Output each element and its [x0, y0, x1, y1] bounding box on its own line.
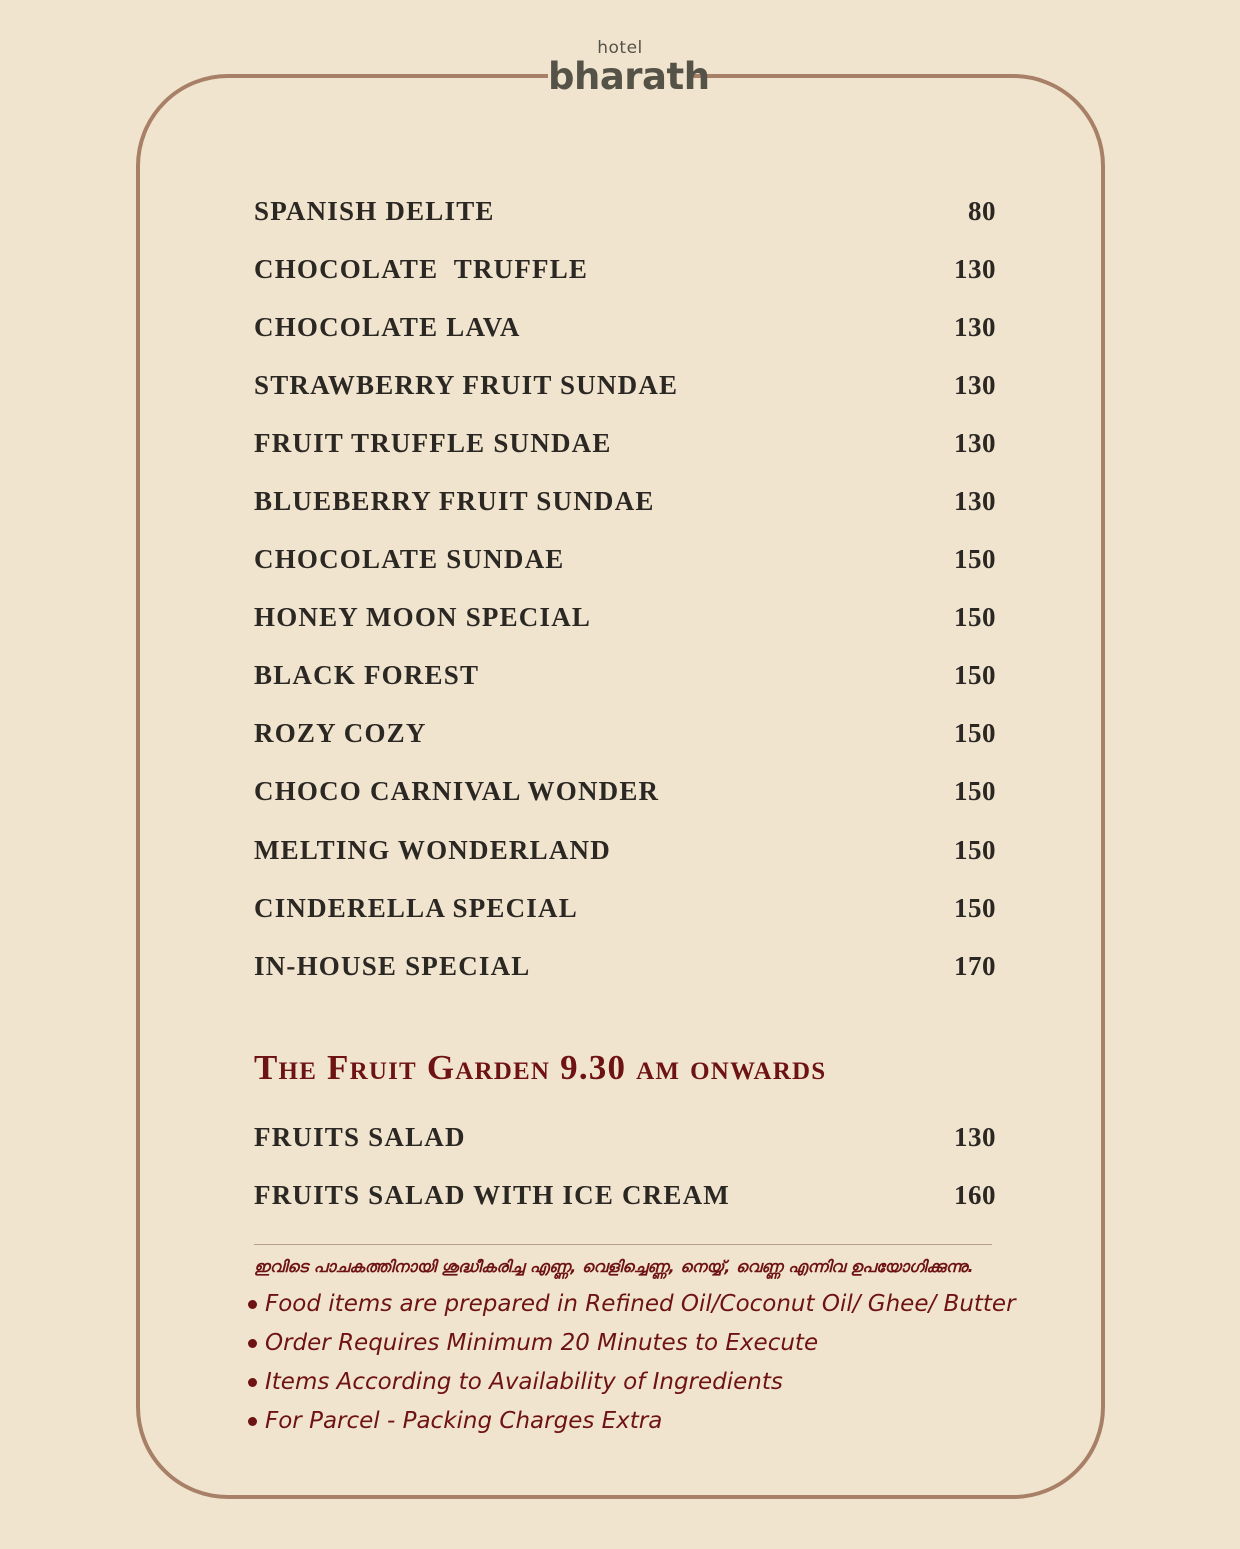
item-price: 130 — [954, 486, 996, 517]
note-item — [248, 1364, 1016, 1403]
item-name: STRAWBERRY FRUIT SUNDAE — [254, 369, 679, 400]
item-name: CHOCOLATE SUNDAE — [254, 544, 565, 575]
bullet-icon — [248, 1378, 257, 1387]
logo-name: bharath — [548, 55, 710, 98]
note-item — [248, 1403, 1016, 1442]
item-price: 130 — [954, 253, 996, 284]
menu-item — [254, 589, 996, 647]
item-price: 150 — [954, 718, 996, 749]
item-name: ROZY COZY — [254, 718, 427, 749]
item-name: SPANISH DELITE — [254, 195, 495, 226]
menu-item — [254, 937, 996, 995]
item-name: CINDERELLA SPECIAL — [254, 892, 578, 923]
menu-item — [254, 531, 996, 589]
item-name: HONEY MOON SPECIAL — [254, 602, 592, 633]
item-price: 130 — [954, 1121, 996, 1152]
menu-item — [254, 763, 996, 821]
note-text: For Parcel - Packing Charges Extra — [265, 1408, 663, 1434]
note-text: Items According to Availability of Ingredients — [265, 1369, 783, 1395]
item-price: 150 — [954, 544, 996, 575]
item-price: 150 — [954, 776, 996, 807]
item-name: CHOCO CARNIVAL WONDER — [254, 776, 660, 807]
bullet-icon — [248, 1339, 257, 1348]
item-price: 160 — [954, 1179, 996, 1210]
item-price: 150 — [954, 602, 996, 633]
menu-item — [254, 1108, 996, 1166]
bullet-icon — [248, 1300, 257, 1309]
menu-item — [254, 1166, 996, 1224]
item-name: FRUITS SALAD — [254, 1121, 466, 1152]
note-item — [248, 1325, 1016, 1364]
item-price: 80 — [968, 195, 996, 226]
item-price: 170 — [954, 950, 996, 981]
logo-subtitle: hotel — [597, 38, 643, 58]
item-price: 150 — [954, 892, 996, 923]
item-price: 130 — [954, 427, 996, 458]
menu-item — [254, 879, 996, 937]
menu-item — [254, 472, 996, 530]
item-name: FRUITS SALAD WITH ICE CREAM — [254, 1179, 730, 1210]
menu-item — [254, 647, 996, 705]
menu-item — [254, 414, 996, 472]
item-price: 150 — [954, 660, 996, 691]
menu-item — [254, 240, 996, 298]
divider — [254, 1244, 992, 1245]
hotel-logo — [548, 36, 710, 108]
item-name: CHOCOLATE LAVA — [254, 311, 521, 342]
fruit-garden-menu-list — [254, 1108, 996, 1224]
item-price: 130 — [954, 311, 996, 342]
menu-item — [254, 705, 996, 763]
item-name: IN-HOUSE SPECIAL — [254, 950, 531, 981]
menu-item — [254, 821, 996, 879]
section-title: The Fruit Garden 9.30 am onwards — [254, 1048, 827, 1087]
dessert-menu-list — [254, 182, 996, 995]
item-name: MELTING WONDERLAND — [254, 834, 611, 865]
malayalam-note: ഇവിടെ പാചകത്തിനായി ശുദ്ധീകരിച്ച എണ്ണ, വെളിച്ചെണ്ണ, നെയ്യ്, വെണ്ണ എന്നിവ ഉപയോഗിക്കുന്നു. — [254, 1257, 974, 1276]
bullet-icon — [248, 1417, 257, 1426]
note-text: Food items are prepared in Refined Oil/Coconut Oil/ Ghee/ Butter — [265, 1291, 1016, 1317]
item-price: 130 — [954, 369, 996, 400]
item-name: CHOCOLATE TRUFFLE — [254, 253, 589, 284]
item-name: BLACK FOREST — [254, 660, 480, 691]
notes-list — [248, 1286, 1016, 1442]
note-text: Order Requires Minimum 20 Minutes to Execute — [265, 1330, 819, 1356]
menu-item — [254, 356, 996, 414]
menu-item — [254, 182, 996, 240]
item-name: FRUIT TRUFFLE SUNDAE — [254, 427, 612, 458]
menu-item — [254, 298, 996, 356]
item-name: BLUEBERRY FRUIT SUNDAE — [254, 486, 655, 517]
note-item — [248, 1286, 1016, 1325]
item-price: 150 — [954, 834, 996, 865]
